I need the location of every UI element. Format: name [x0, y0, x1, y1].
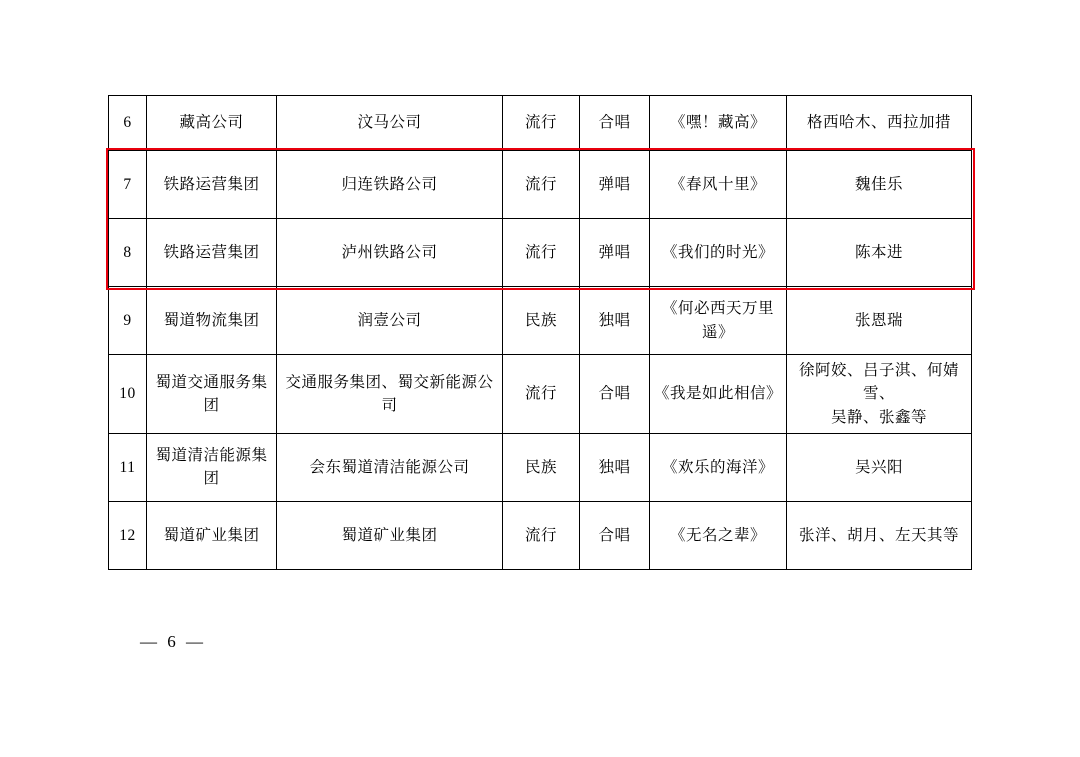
cell-group: 铁路运营集团: [147, 219, 277, 287]
cell-index: 12: [109, 501, 147, 569]
cell-style: 流行: [503, 355, 580, 434]
cell-performers: 徐阿姣、吕子淇、何婧雪、 吴静、张鑫等: [787, 355, 972, 434]
table-row: [109, 433, 972, 501]
cell-index: 10: [109, 355, 147, 434]
cell-unit: 蜀道矿业集团: [277, 501, 503, 569]
cell-index: 11: [109, 433, 147, 501]
table-row: [109, 501, 972, 569]
table-row: [109, 151, 972, 219]
cell-form: 合唱: [580, 501, 650, 569]
cell-group: 蜀道物流集团: [147, 287, 277, 355]
cell-song: 《嘿！藏高》: [650, 96, 787, 151]
cell-group: 蜀道交通服务集团: [147, 355, 277, 434]
cell-index: 6: [109, 96, 147, 151]
cell-song: 《无名之辈》: [650, 501, 787, 569]
cell-unit: 交通服务集团、蜀交新能源公司: [277, 355, 503, 434]
cell-unit: 归连铁路公司: [277, 151, 503, 219]
cell-form: 合唱: [580, 355, 650, 434]
page-number: — 6 —: [140, 632, 206, 651]
cell-performers: 陈本进: [787, 219, 972, 287]
cell-song: 《春风十里》: [650, 151, 787, 219]
cell-form: 独唱: [580, 287, 650, 355]
cell-style: 流行: [503, 151, 580, 219]
performance-table-container: [108, 95, 971, 570]
table-row: [109, 96, 972, 151]
cell-style: 流行: [503, 96, 580, 151]
cell-form: 弹唱: [580, 151, 650, 219]
cell-form: 独唱: [580, 433, 650, 501]
cell-performers: 格西哈木、西拉加措: [787, 96, 972, 151]
cell-style: 流行: [503, 219, 580, 287]
cell-style: 民族: [503, 433, 580, 501]
cell-style: 流行: [503, 501, 580, 569]
cell-unit: 泸州铁路公司: [277, 219, 503, 287]
cell-unit: 会东蜀道清洁能源公司: [277, 433, 503, 501]
cell-style: 民族: [503, 287, 580, 355]
table-row: [109, 355, 972, 434]
cell-form: 合唱: [580, 96, 650, 151]
cell-index: 8: [109, 219, 147, 287]
cell-index: 7: [109, 151, 147, 219]
cell-performers: 魏佳乐: [787, 151, 972, 219]
cell-group: 蜀道矿业集团: [147, 501, 277, 569]
cell-song: 《我是如此相信》: [650, 355, 787, 434]
cell-song: 《欢乐的海洋》: [650, 433, 787, 501]
cell-group: 蜀道清洁能源集团: [147, 433, 277, 501]
table-row: [109, 219, 972, 287]
cell-song: 《何必西天万里遥》: [650, 287, 787, 355]
cell-unit: 润壹公司: [277, 287, 503, 355]
cell-performers: 吴兴阳: [787, 433, 972, 501]
cell-performers: 张恩瑞: [787, 287, 972, 355]
cell-song: 《我们的时光》: [650, 219, 787, 287]
cell-form: 弹唱: [580, 219, 650, 287]
cell-index: 9: [109, 287, 147, 355]
cell-group: 藏高公司: [147, 96, 277, 151]
cell-group: 铁路运营集团: [147, 151, 277, 219]
cell-unit: 汶马公司: [277, 96, 503, 151]
cell-performers: 张洋、胡月、左天其等: [787, 501, 972, 569]
table-row: [109, 287, 972, 355]
performance-table: [108, 95, 972, 570]
